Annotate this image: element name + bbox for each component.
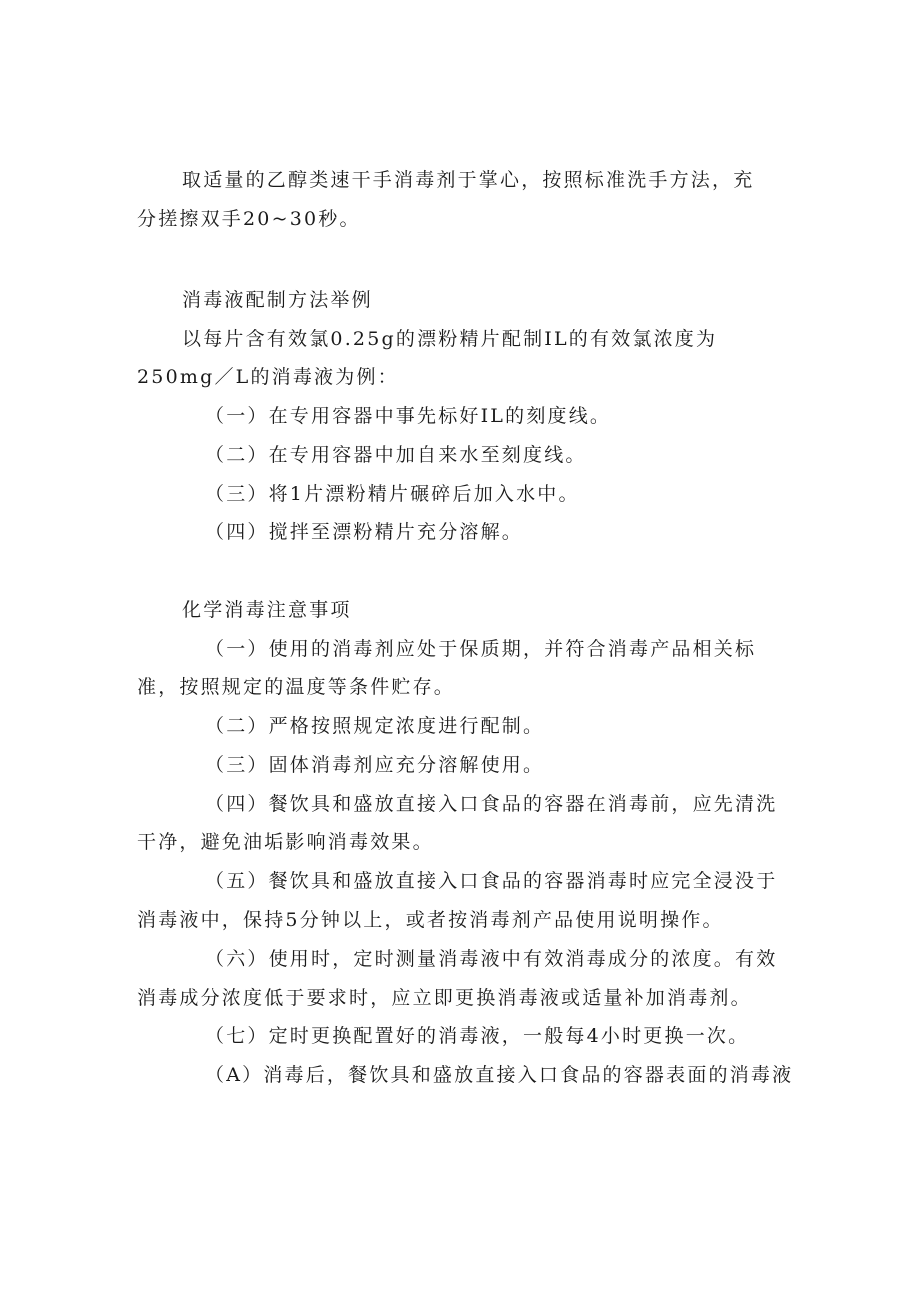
list-item-precaution-6b: 消毒成分浓度低于要求时，应立即更换消毒液或适量补加消毒剂。	[137, 987, 752, 1009]
list-item-precaution-8: （A）消毒后，餐饮具和盛放直接入口食品的容器表面的消毒液	[205, 1064, 794, 1086]
section-heading-precautions: 化学消毒注意事项	[182, 599, 352, 621]
paragraph-line-2: 分搓擦双手20~30秒。	[137, 208, 361, 230]
list-item-prep-4: （四）搅拌至漂粉精片充分溶解。	[205, 521, 524, 543]
list-item-precaution-5b: 消毒液中，保持5分钟以上，或者按消毒剂产品使用说明操作。	[137, 909, 724, 931]
list-item-precaution-3: （三）固体消毒剂应充分溶解使用。	[205, 754, 545, 776]
paragraph-line-4: 250mg／L的消毒液为例：	[137, 366, 399, 388]
list-item-prep-1: （一）在专用容器中事先标好IL的刻度线。	[205, 405, 612, 427]
list-item-precaution-5a: （五）餐饮具和盛放直接入口食品的容器消毒时应完全浸没于	[205, 870, 778, 892]
list-item-precaution-1b: 准，按照规定的温度等条件贮存。	[137, 676, 456, 698]
list-item-precaution-6a: （六）使用时，定时测量消毒液中有效消毒成分的浓度。有效	[205, 948, 778, 970]
list-item-precaution-1a: （一）使用的消毒剂应处于保质期，并符合消毒产品相关标	[205, 638, 757, 660]
paragraph-line-1: 取适量的乙醇类速干手消毒剂于掌心，按照标准洗手方法，充	[182, 169, 755, 191]
list-item-prep-3: （三）将1片漂粉精片碾碎后加入水中。	[205, 483, 580, 505]
section-heading-preparation: 消毒液配制方法举例	[182, 289, 373, 311]
paragraph-line-3: 以每片含有效氯0.25g的漂粉精片配制IL的有效氯浓度为	[182, 328, 718, 350]
list-item-precaution-4b: 干净，避免油垢影响消毒效果。	[137, 831, 434, 853]
list-item-precaution-4a: （四）餐饮具和盛放直接入口食品的容器在消毒前，应先清洗	[205, 793, 778, 815]
list-item-precaution-2: （二）严格按照规定浓度进行配制。	[205, 715, 545, 737]
list-item-precaution-7: （七）定时更换配置好的消毒液，一般每4小时更换一次。	[205, 1025, 750, 1047]
list-item-prep-2: （二）在专用容器中加自来水至刻度线。	[205, 444, 587, 466]
